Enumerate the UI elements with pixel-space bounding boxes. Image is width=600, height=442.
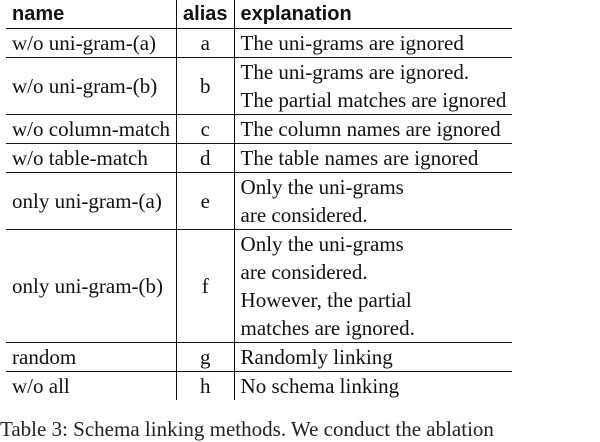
row-name: w/o uni-gram-(a): [6, 29, 177, 58]
table-row: [6, 173, 512, 230]
header-name: name: [6, 0, 177, 29]
row-explanation: [234, 115, 512, 144]
table-row: [6, 230, 512, 343]
row-name: w/o table-match: [6, 144, 177, 173]
table-row: [6, 144, 512, 173]
header-explanation: explanation: [234, 0, 512, 29]
row-name: w/o all: [6, 372, 177, 401]
explanation-line: Randomly linking: [240, 345, 393, 369]
explanation-line: Only the uni-grams: [240, 232, 404, 256]
explanation-line: Only the uni-grams: [240, 175, 404, 199]
header-alias: alias: [177, 0, 234, 29]
row-alias: g: [177, 343, 234, 372]
row-name: w/o column-match: [6, 115, 177, 144]
row-alias: h: [177, 372, 234, 401]
row-name: only uni-gram-(a): [6, 173, 177, 230]
explanation-line: The uni-grams are ignored: [240, 31, 464, 55]
table-row: [6, 29, 512, 58]
row-alias: e: [177, 173, 234, 230]
row-explanation: [234, 144, 512, 173]
row-explanation: [234, 230, 512, 343]
row-alias: b: [177, 58, 234, 115]
row-explanation: [234, 372, 512, 401]
explanation-line: The table names are ignored: [240, 146, 479, 170]
row-explanation: [234, 343, 512, 372]
row-explanation: [234, 29, 512, 58]
table-caption: Table 3: Schema linking methods. We conduct the ablation: [0, 417, 494, 441]
explanation-line: are considered.: [240, 203, 368, 227]
table-row: [6, 343, 512, 372]
explanation-line: are considered.: [240, 260, 368, 284]
explanation-line: The partial matches are ignored: [240, 88, 507, 112]
table-row: [6, 58, 512, 115]
row-name: only uni-gram-(b): [6, 230, 177, 343]
row-alias: c: [177, 115, 234, 144]
row-alias: d: [177, 144, 234, 173]
row-explanation: [234, 173, 512, 230]
explanation-line: The column names are ignored: [240, 117, 501, 141]
explanation-line: No schema linking: [240, 374, 400, 398]
schema-linking-table: [6, 0, 512, 400]
explanation-line: The uni-grams are ignored.: [240, 60, 470, 84]
row-name: w/o uni-gram-(b): [6, 58, 177, 115]
explanation-line: However, the partial: [240, 288, 412, 312]
row-alias: a: [177, 29, 234, 58]
row-name: random: [6, 343, 177, 372]
explanation-line: matches are ignored.: [240, 316, 415, 340]
table-header-row: [6, 0, 512, 29]
table-row: [6, 372, 512, 401]
table-row: [6, 115, 512, 144]
row-explanation: [234, 58, 512, 115]
row-alias: f: [177, 230, 234, 343]
